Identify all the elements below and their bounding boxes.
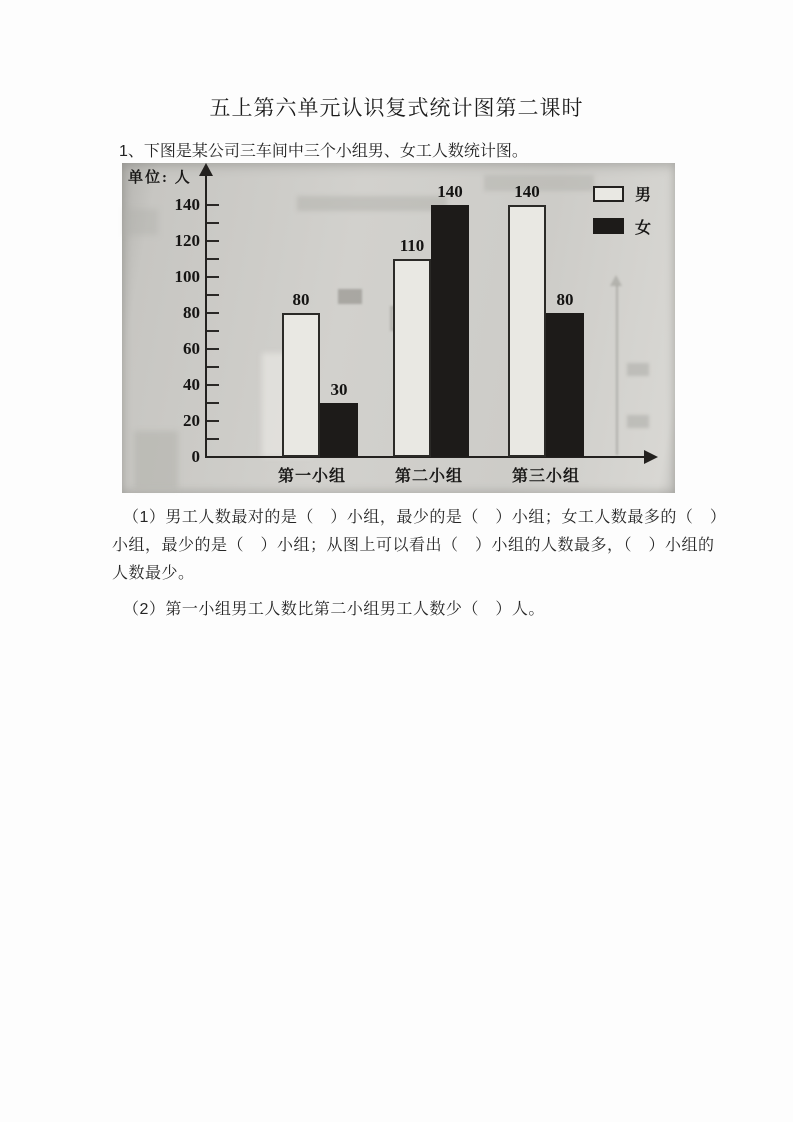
y-axis-tick — [207, 330, 219, 332]
bar-value-label: 140 — [437, 182, 463, 201]
question-1-text-line: 人数最少。 — [112, 565, 195, 582]
y-axis-tick — [207, 348, 219, 350]
bleedthrough-artifact — [627, 363, 649, 376]
bar-value-label: 140 — [514, 182, 540, 201]
bleedthrough-artifact — [610, 275, 622, 286]
y-axis-tick — [207, 240, 219, 242]
question-1-intro: 1、下图是某公司三车间中三个小组男、女工人数统计图。 — [119, 143, 528, 160]
bar-value-label: 110 — [399, 236, 425, 255]
bleedthrough-artifact — [616, 285, 618, 455]
y-axis-unit-label: 单位: 人 — [128, 170, 192, 186]
y-axis-tick — [207, 258, 219, 260]
bar-female-group1 — [320, 403, 358, 457]
bleedthrough-artifact — [627, 415, 649, 428]
bleedthrough-artifact — [338, 289, 362, 304]
legend-female-swatch — [593, 218, 624, 234]
y-axis-tick-label: 80 — [183, 303, 200, 322]
y-axis-tick — [207, 312, 219, 314]
bar-value-label: 80 — [292, 290, 310, 309]
y-axis-tick — [207, 366, 219, 368]
question-1-text-line: 小组，最少的是（ ）小组；从图上可以看出（ ）小组的人数最多，（ ）小组的 — [112, 537, 715, 554]
y-axis-tick-label: 140 — [174, 195, 200, 214]
bar-female-group2 — [431, 205, 469, 457]
y-axis-tick — [207, 420, 219, 422]
y-axis-tick-label: 120 — [174, 231, 200, 250]
x-axis-category-label: 第三小组 — [511, 468, 580, 485]
bar-value-label: 30 — [330, 380, 348, 399]
y-axis-tick-label: 20 — [183, 411, 200, 430]
bar-female-group3 — [546, 313, 584, 457]
y-axis-tick-label: 100 — [174, 267, 200, 286]
y-axis-tick — [207, 294, 219, 296]
y-axis-tick-label: 40 — [183, 375, 200, 394]
y-axis-tick — [207, 276, 219, 278]
legend-male-swatch — [593, 186, 624, 202]
chart-photo — [122, 163, 675, 493]
y-axis-line — [205, 172, 207, 458]
y-axis-tick-label: 60 — [183, 339, 200, 358]
question-2-text: （2）第一小组男工人数比第二小组男工人数少（ ）人。 — [123, 601, 545, 618]
y-axis-tick — [207, 384, 219, 386]
y-axis-tick — [207, 402, 219, 404]
legend-male-label: 男 — [635, 187, 652, 204]
y-axis-tick — [207, 222, 219, 224]
legend-female-label: 女 — [635, 220, 652, 237]
bar-value-label: 80 — [556, 290, 574, 309]
x-axis-category-label: 第一小组 — [277, 468, 346, 485]
x-axis-category-label: 第二小组 — [394, 468, 463, 485]
bar-male-group3 — [508, 205, 546, 457]
worksheet-title: 五上第六单元认识复式统计图第二课时 — [209, 96, 584, 120]
y-axis-tick-label: 0 — [191, 447, 200, 466]
x-axis-arrow-icon — [644, 450, 658, 464]
question-1-text-line: （1）男工人数最对的是（ ）小组，最少的是（ ）小组；女工人数最多的（ ） — [123, 509, 727, 526]
y-axis-tick — [207, 438, 219, 440]
bleedthrough-artifact — [297, 196, 447, 211]
bar-male-group2 — [393, 259, 431, 457]
y-axis-tick — [207, 204, 219, 206]
y-axis-arrow-icon — [199, 163, 213, 176]
